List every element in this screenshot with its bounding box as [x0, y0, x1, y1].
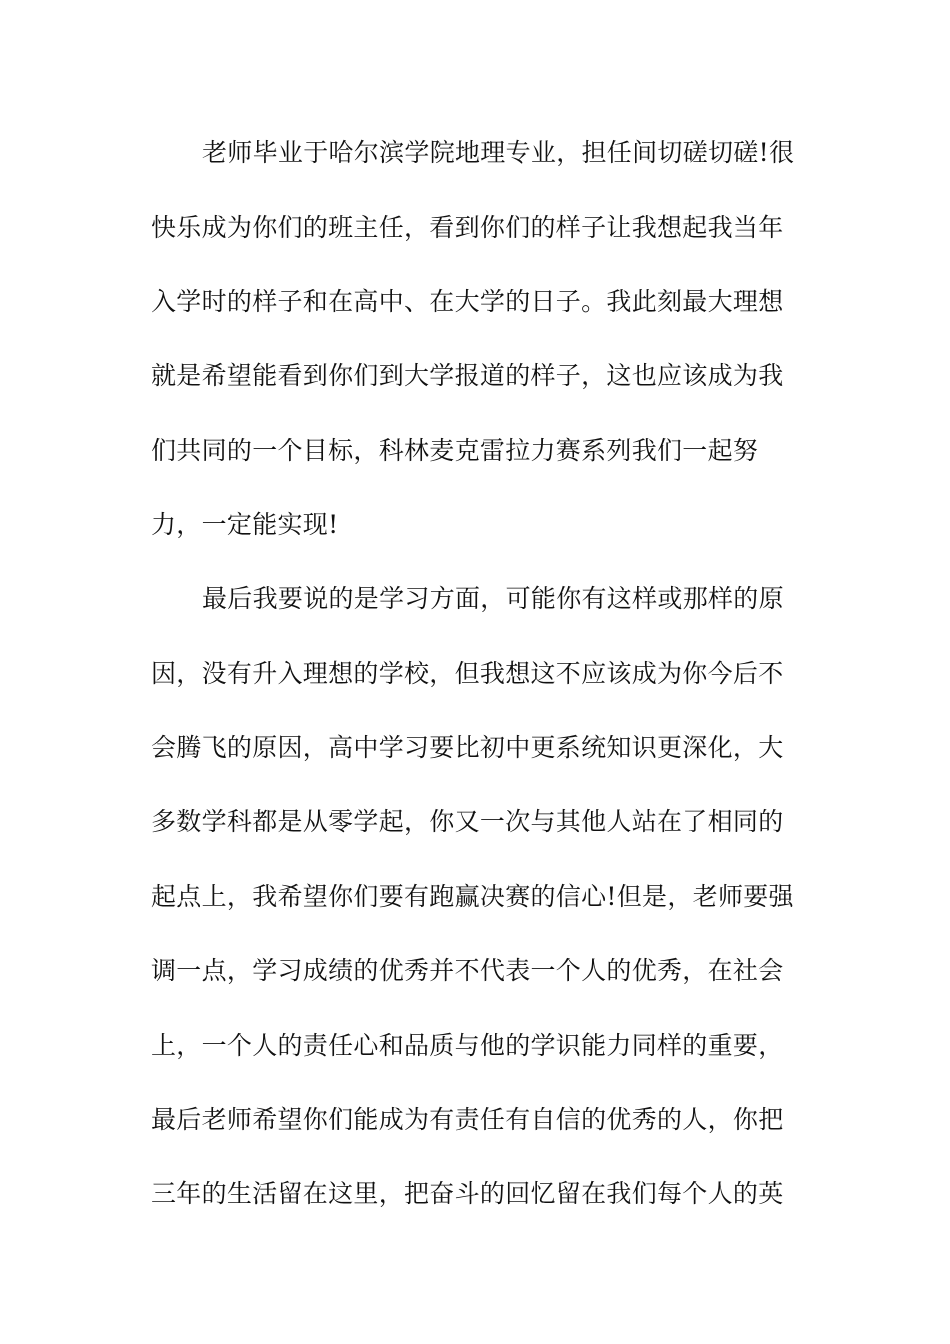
text-line: 就是希望能看到你们到大学报道的样子，这也应该成为我	[151, 361, 784, 390]
text-line: 三年的生活留在这里，把奋斗的回忆留在我们每个人的英	[151, 1179, 784, 1208]
text-line: 多数学科都是从零学起，你又一次与其他人站在了相同的	[151, 807, 784, 836]
text-line: 入学时的样子和在高中、在大学的日子。我此刻最大理想	[151, 287, 784, 316]
text-line: 最后我要说的是学习方面，可能你有这样或那样的原	[202, 584, 784, 613]
text-line: 快乐成为你们的班主任，看到你们的样子让我想起我当年	[151, 213, 784, 242]
text-line: 起点上，我希望你们要有跑赢决赛的信心!但是，老师要强	[151, 882, 794, 911]
text-line: 力，一定能实现!	[151, 510, 339, 539]
text-line: 们共同的一个目标，科林麦克雷拉力赛系列我们一起努	[151, 436, 759, 465]
text-line: 上，一个人的责任心和品质与他的学识能力同样的重要，	[151, 1031, 784, 1060]
text-line: 会腾飞的原因，高中学习要比初中更系统知识更深化，大	[151, 733, 784, 762]
text-line: 因，没有升入理想的学校，但我想这不应该成为你今后不	[151, 659, 784, 688]
text-line: 最后老师希望你们能成为有责任有自信的优秀的人，你把	[151, 1105, 784, 1134]
text-line: 调一点，学习成绩的优秀并不代表一个人的优秀，在社会	[151, 956, 784, 985]
text-line: 老师毕业于哈尔滨学院地理专业，担任间切磋切磋!很	[202, 138, 795, 167]
